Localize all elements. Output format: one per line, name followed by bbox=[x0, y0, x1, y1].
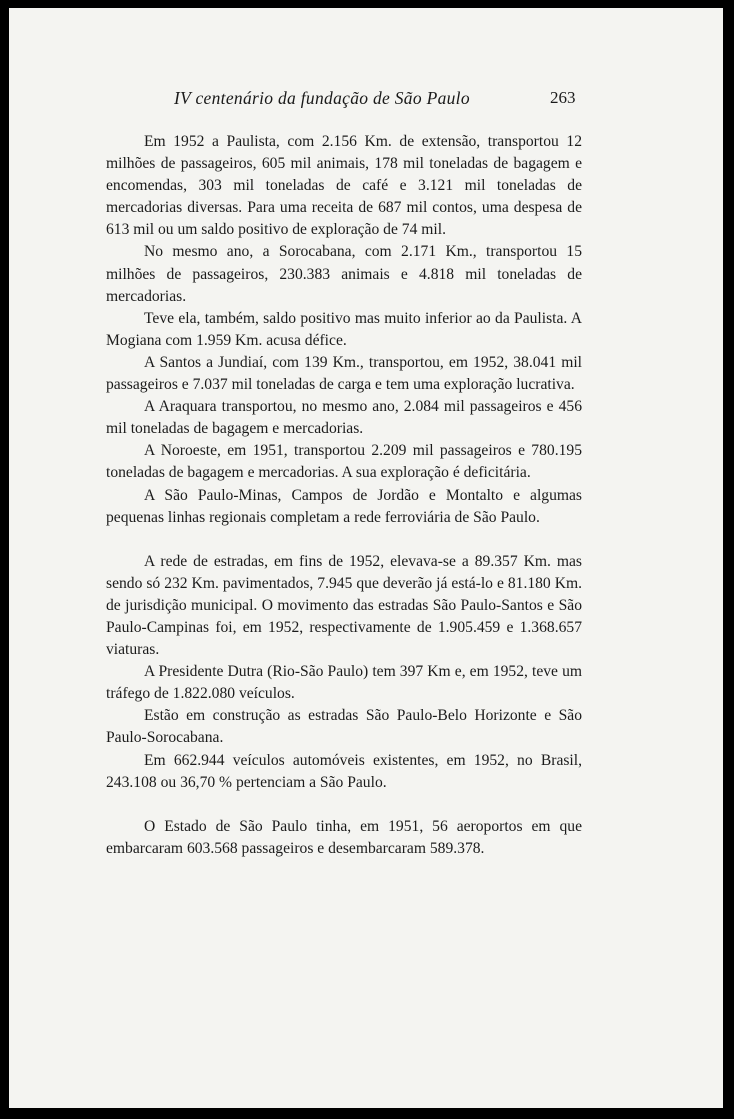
paragraph: Estão em construção as estradas São Paulo-Belo Horizonte e São Paulo-Sorocabana. bbox=[106, 707, 582, 747]
running-title: IV centenário da fundação de São Paulo bbox=[174, 88, 470, 108]
paragraph: A Noroeste, em 1951, transportou 2.209 mil passageiros e 780.195 toneladas de bagagem e mercadorias. A sua exploração é deficitária. bbox=[106, 442, 582, 482]
paragraph: A Santos a Jundiaí, com 139 Km., transportou, em 1952, 38.041 mil passageiros e 7.037 mil toneladas de carga e tem uma exploração lucrativa. bbox=[106, 353, 582, 394]
paragraph: A rede de estradas, em fins de 1952, elevava-se a 89.357 Km. mas sendo só 232 Km. pavimentados, 7.945 que deverão já está-lo e 81.180 Km. de jurisdição municipal. O movimento das estradas São Paulo-Santos e São Paulo-Campinas foi, em 1952, respectivamente de 1.905.459 e 1.368.657 viaturas. bbox=[106, 552, 582, 659]
paragraph: Teve ela, também, saldo positivo mas muito inferior ao da Paulista. A Mogiana com 1.959 Km. acusa défice. bbox=[106, 309, 582, 349]
body-text bbox=[106, 131, 582, 860]
paragraph: Em 662.944 veículos automóveis existentes, em 1952, no Brasil, 243.108 ou 36,70 % pertenciam a São Paulo. bbox=[106, 751, 582, 791]
paragraph: A Araquara transportou, no mesmo ano, 2.084 mil passageiros e 456 mil toneladas de bagagem e mercadorias. bbox=[106, 398, 582, 438]
paragraph: A Presidente Dutra (Rio-São Paulo) tem 397 Km e, em 1952, teve um tráfego de 1.822.080 veículos. bbox=[106, 663, 582, 703]
running-header bbox=[9, 88, 723, 112]
page-number: 263 bbox=[550, 88, 576, 107]
book-page bbox=[9, 8, 723, 1108]
paragraph: Em 1952 a Paulista, com 2.156 Km. de extensão, transportou 12 milhões de passageiros, 605 mil animais, 178 mil toneladas de bagagem e encomendas, 303 mil toneladas de café e 3.121 mil toneladas de mercadorias diversas. Para uma receita de 687 mil contos, uma despesa de 613 mil ou um saldo positivo de exploração de 74 mil. bbox=[106, 133, 582, 239]
paragraph: A São Paulo-Minas, Campos de Jordão e Montalto e algumas pequenas linhas regionais completam a rede ferroviária de São Paulo. bbox=[106, 486, 582, 526]
paragraph: O Estado de São Paulo tinha, em 1951, 56 aeroportos em que embarcaram 603.568 passageiros e desembarcaram 589.378. bbox=[106, 817, 582, 857]
paragraph: No mesmo ano, a Sorocabana, com 2.171 Km., transportou 15 milhões de passageiros, 230.383 animais e 4.818 mil toneladas de mercadorias. bbox=[106, 243, 582, 305]
